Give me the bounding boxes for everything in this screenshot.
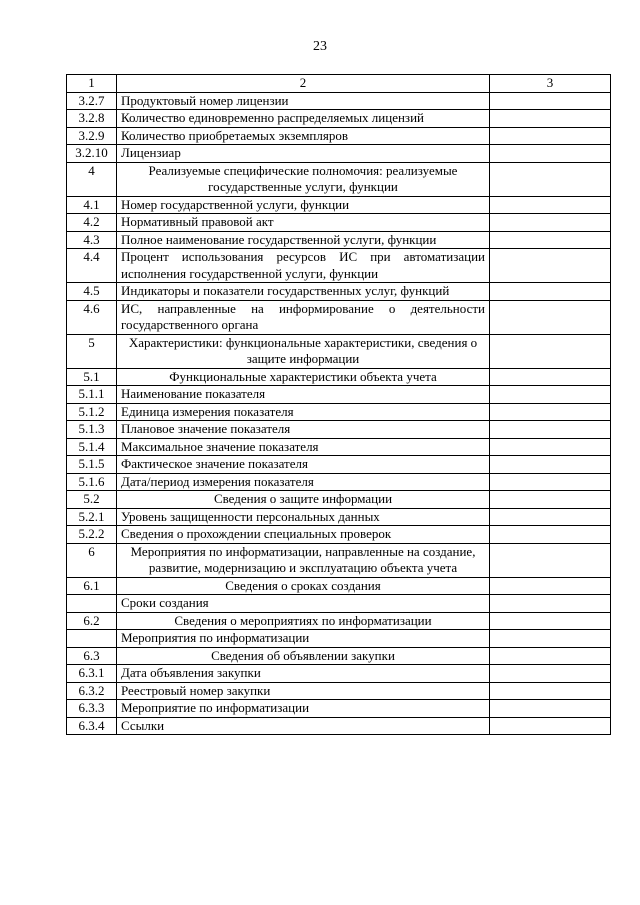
table-row: [67, 386, 611, 404]
row-value: [490, 334, 611, 368]
row-value: [490, 630, 611, 648]
table-row: [67, 214, 611, 232]
row-number: 6.3.2: [67, 682, 117, 700]
row-number: 4.2: [67, 214, 117, 232]
row-description: Количество единовременно распределяемых лицензий: [117, 110, 490, 128]
row-description: Характеристики: функциональные характеристики, сведения о защите информации: [117, 334, 490, 368]
row-number: 3.2.10: [67, 145, 117, 163]
table-row: [67, 543, 611, 577]
table-row: [67, 334, 611, 368]
row-description: Сведения о мероприятиях по информатизации: [117, 612, 490, 630]
row-value: [490, 196, 611, 214]
row-value: [490, 249, 611, 283]
row-description: Номер государственной услуги, функции: [117, 196, 490, 214]
row-value: [490, 421, 611, 439]
row-description: Наименование показателя: [117, 386, 490, 404]
table-row: [67, 630, 611, 648]
row-number: 3.2.8: [67, 110, 117, 128]
table-row: [67, 438, 611, 456]
row-value: [490, 214, 611, 232]
row-description: Сведения о защите информации: [117, 491, 490, 509]
row-number: 6.3.4: [67, 717, 117, 735]
row-number: 3.2.7: [67, 92, 117, 110]
row-value: [490, 682, 611, 700]
row-number: 4.5: [67, 283, 117, 301]
row-value: [490, 368, 611, 386]
row-number: 5.1.4: [67, 438, 117, 456]
table-row: [67, 92, 611, 110]
row-value: [490, 717, 611, 735]
row-number: 5.1.3: [67, 421, 117, 439]
row-value: [490, 456, 611, 474]
table-row: [67, 249, 611, 283]
header-col-2: 2: [117, 75, 490, 93]
row-description: Количество приобретаемых экземпляров: [117, 127, 490, 145]
table-row: [67, 473, 611, 491]
row-description: ИС, направленные на информирование о деятельности государственного органа: [117, 300, 490, 334]
row-description: Дата объявления закупки: [117, 665, 490, 683]
row-description: Сроки создания: [117, 595, 490, 613]
row-number: 5.1: [67, 368, 117, 386]
row-number: 6.3.3: [67, 700, 117, 718]
row-description: Функциональные характеристики объекта учета: [117, 368, 490, 386]
row-number: 5.2.2: [67, 526, 117, 544]
table-row: [67, 612, 611, 630]
row-number: 5.1.6: [67, 473, 117, 491]
table-row: [67, 595, 611, 613]
row-number: [67, 595, 117, 613]
row-value: [490, 162, 611, 196]
row-number: 4.6: [67, 300, 117, 334]
row-description: Продуктовый номер лицензии: [117, 92, 490, 110]
row-number: 6.3.1: [67, 665, 117, 683]
row-value: [490, 543, 611, 577]
row-description: Реестровый номер закупки: [117, 682, 490, 700]
table-row: [67, 665, 611, 683]
row-description: Мероприятия по информатизации, направленные на создание, развитие, модернизацию и эксплуатацию объекта учета: [117, 543, 490, 577]
row-value: [490, 127, 611, 145]
row-number: 5.1.1: [67, 386, 117, 404]
row-number: 5.1.5: [67, 456, 117, 474]
row-description: Нормативный правовой акт: [117, 214, 490, 232]
row-number: [67, 630, 117, 648]
table-row: [67, 110, 611, 128]
row-value: [490, 491, 611, 509]
row-description: Плановое значение показателя: [117, 421, 490, 439]
row-number: 5.1.2: [67, 403, 117, 421]
header-col-1: 1: [67, 75, 117, 93]
row-value: [490, 577, 611, 595]
row-value: [490, 473, 611, 491]
row-description: Сведения об объявлении закупки: [117, 647, 490, 665]
row-value: [490, 300, 611, 334]
row-description: Лицензиар: [117, 145, 490, 163]
row-description: Полное наименование государственной услуги, функции: [117, 231, 490, 249]
row-description: Дата/период измерения показателя: [117, 473, 490, 491]
row-value: [490, 438, 611, 456]
header-row: [67, 75, 611, 93]
table-row: [67, 421, 611, 439]
table-row: [67, 231, 611, 249]
row-number: 6.1: [67, 577, 117, 595]
header-col-3: 3: [490, 75, 611, 93]
row-number: 5.2.1: [67, 508, 117, 526]
row-value: [490, 595, 611, 613]
row-number: 5.2: [67, 491, 117, 509]
row-number: 3.2.9: [67, 127, 117, 145]
row-description: Уровень защищенности персональных данных: [117, 508, 490, 526]
table-row: [67, 145, 611, 163]
row-number: 4.1: [67, 196, 117, 214]
row-value: [490, 110, 611, 128]
table-row: [67, 717, 611, 735]
table-row: [67, 526, 611, 544]
document-table: [66, 74, 611, 735]
table-row: [67, 577, 611, 595]
table-row: [67, 491, 611, 509]
row-value: [490, 700, 611, 718]
row-description: Процент использования ресурсов ИС при автоматизации исполнения государственной услуги, функции: [117, 249, 490, 283]
table-row: [67, 700, 611, 718]
table-row: [67, 508, 611, 526]
row-number: 6: [67, 543, 117, 577]
row-description: Мероприятия по информатизации: [117, 630, 490, 648]
row-number: 6.3: [67, 647, 117, 665]
row-value: [490, 386, 611, 404]
row-description: Сведения о сроках создания: [117, 577, 490, 595]
table-row: [67, 682, 611, 700]
row-description: Максимальное значение показателя: [117, 438, 490, 456]
row-number: 5: [67, 334, 117, 368]
row-value: [490, 145, 611, 163]
table-row: [67, 403, 611, 421]
page-number: 23: [313, 39, 327, 54]
row-value: [490, 231, 611, 249]
table-row: [67, 162, 611, 196]
table-row: [67, 456, 611, 474]
row-description: Индикаторы и показатели государственных услуг, функций: [117, 283, 490, 301]
row-description: Сведения о прохождении специальных проверок: [117, 526, 490, 544]
table-row: [67, 283, 611, 301]
table-row: [67, 368, 611, 386]
row-value: [490, 612, 611, 630]
row-value: [490, 647, 611, 665]
table-row: [67, 196, 611, 214]
table-row: [67, 647, 611, 665]
row-description: Мероприятие по информатизации: [117, 700, 490, 718]
table-row: [67, 127, 611, 145]
row-number: 4.3: [67, 231, 117, 249]
row-value: [490, 526, 611, 544]
row-number: 6.2: [67, 612, 117, 630]
row-value: [490, 283, 611, 301]
row-number: 4.4: [67, 249, 117, 283]
row-description: Фактическое значение показателя: [117, 456, 490, 474]
row-number: 4: [67, 162, 117, 196]
row-value: [490, 508, 611, 526]
row-description: Ссылки: [117, 717, 490, 735]
row-value: [490, 92, 611, 110]
table-row: [67, 300, 611, 334]
row-description: Реализуемые специфические полномочия: реализуемые государственные услуги, функции: [117, 162, 490, 196]
row-description: Единица измерения показателя: [117, 403, 490, 421]
row-value: [490, 665, 611, 683]
row-value: [490, 403, 611, 421]
